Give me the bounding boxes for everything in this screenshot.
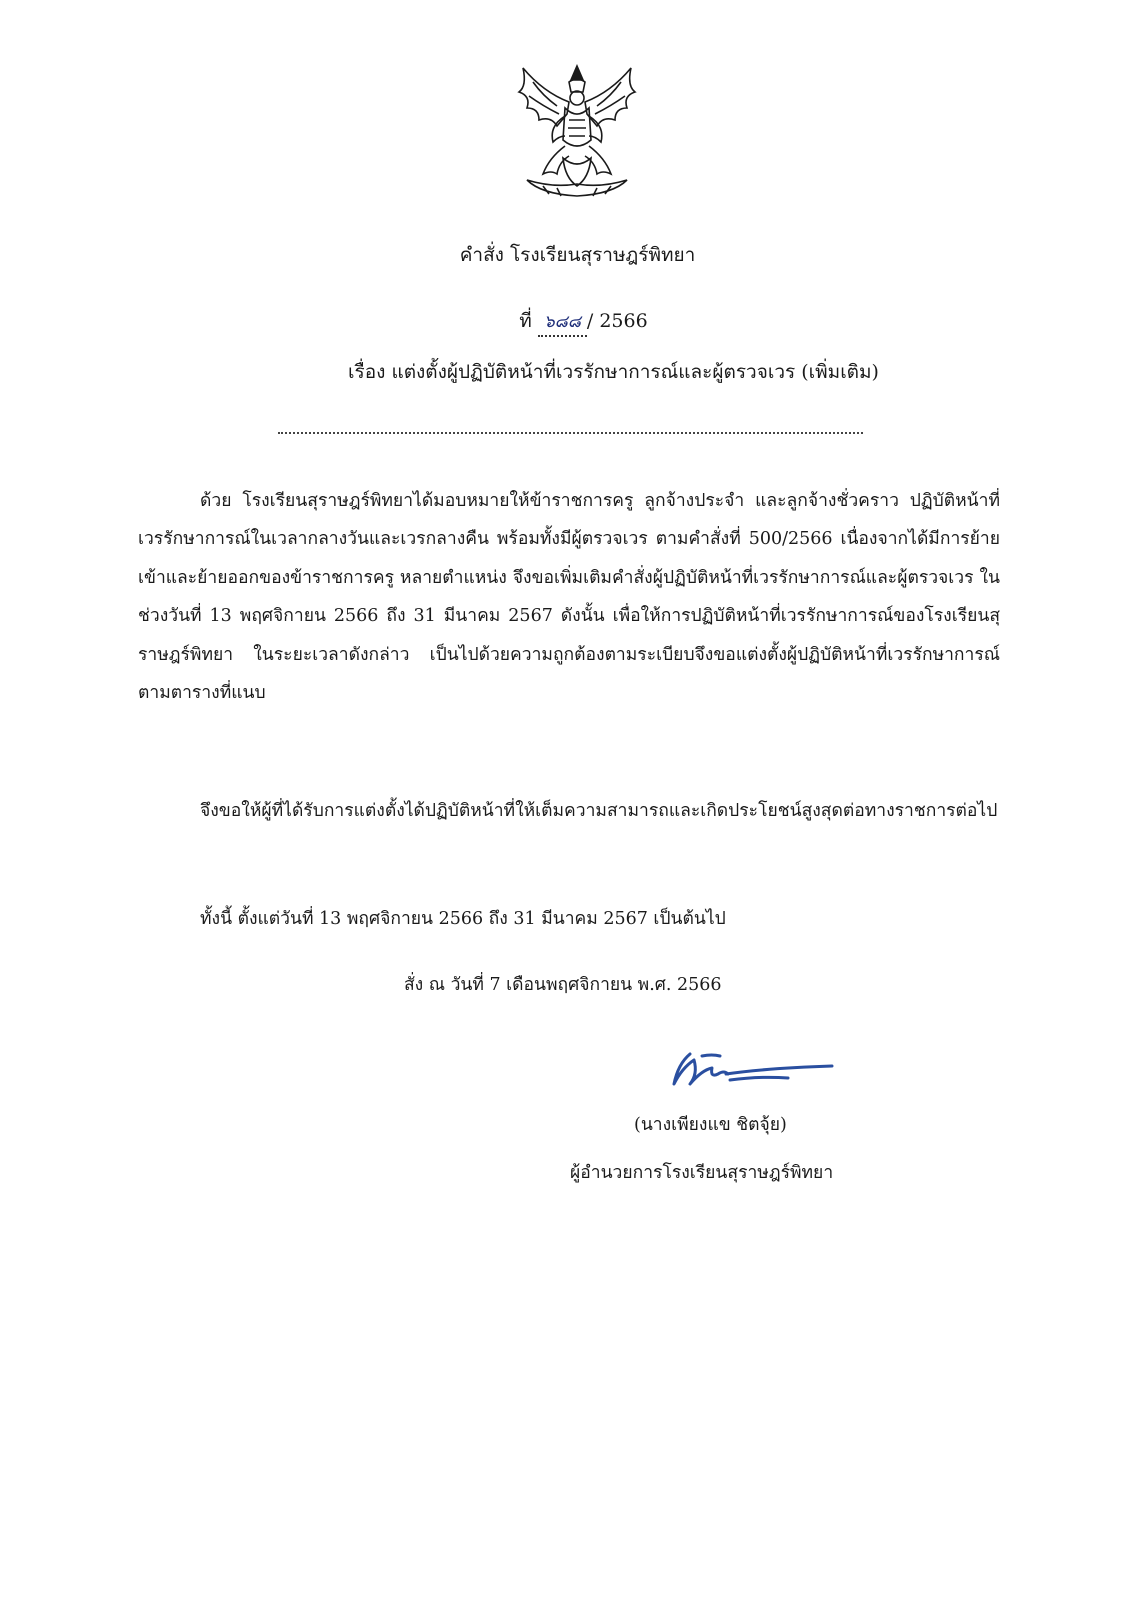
order-subject: เรื่อง แต่งตั้งผู้ปฏิบัติหน้าที่เวรรักษาการณ์และผู้ตรวจเวร (เพิ่มเติม): [348, 361, 879, 383]
handwritten-signature: [668, 1044, 838, 1092]
effective-period: ทั้งนี้ ตั้งแต่วันที่ 13 พฤศจิกายน 2566 ถึง 31 มีนาคม 2567 เป็นต้นไป: [200, 909, 726, 929]
garuda-emblem-icon: [513, 62, 641, 202]
paragraph-2-text: จึงขอให้ผู้ที่ได้รับการแต่งตั้งได้ปฏิบัติหน้าที่ให้เต็มความสามารถและเกิดประโยชน์สูงสุดต่อทางราชการต่อไป: [200, 801, 998, 821]
order-title: คำสั่ง โรงเรียนสุราษฎร์พิทยา: [459, 244, 696, 266]
signed-date: สั่ง ณ วันที่ 7 เดือนพฤศจิกายน พ.ศ. 2566: [404, 975, 722, 995]
body-paragraph-1: [138, 482, 1000, 712]
body-paragraph-2: [138, 792, 1000, 830]
dotted-divider: [278, 432, 863, 434]
signer-name: (นางเพียงแข ชิตจุ้ย): [634, 1115, 787, 1135]
order-number-prefix: ที่: [519, 310, 532, 332]
order-number-handwritten: ๖๘๘: [538, 308, 587, 337]
paragraph-1-text: ด้วย โรงเรียนสุราษฎร์พิทยาได้มอบหมายให้ข้าราชการครู ลูกจ้างประจำ และลูกจ้างชั่วคราว ปฏิบัติหน้าที่เวรรักษาการณ์ในเวลากลางวันและเวรกลางคืน พร้อมทั้งมีผู้ตรวจเวร ตามคำสั่งที่ 500/2566 เนื่องจากได้มีการย้ายเข้าและย้ายออกของข้าราชการครู หลายตำแหน่ง จึงขอเพิ่มเติมคำสั่งผู้ปฏิบัติหน้าที่เวรรักษาการณ์และผู้ตรวจเวร ในช่วงวันที่ 13 พฤศจิกายน 2566 ถึง 31 มีนาคม 2567 ดังนั้น เพื่อให้การปฏิบัติหน้าที่เวรรักษาการณ์ของโรงเรียนสุราษฎร์พิทยา ในระยะเวลาดังกล่าว เป็นไปด้วยความถูกต้องตามระเบียบจึงขอแต่งตั้งผู้ปฏิบัติหน้าที่เวรรักษาการณ์ ตามตารางที่แนบ: [138, 491, 1000, 704]
order-number: [18, 306, 1131, 337]
order-number-suffix: / 2566: [586, 310, 648, 332]
signer-title: ผู้อำนวยการโรงเรียนสุราษฎร์พิทยา: [570, 1163, 834, 1183]
